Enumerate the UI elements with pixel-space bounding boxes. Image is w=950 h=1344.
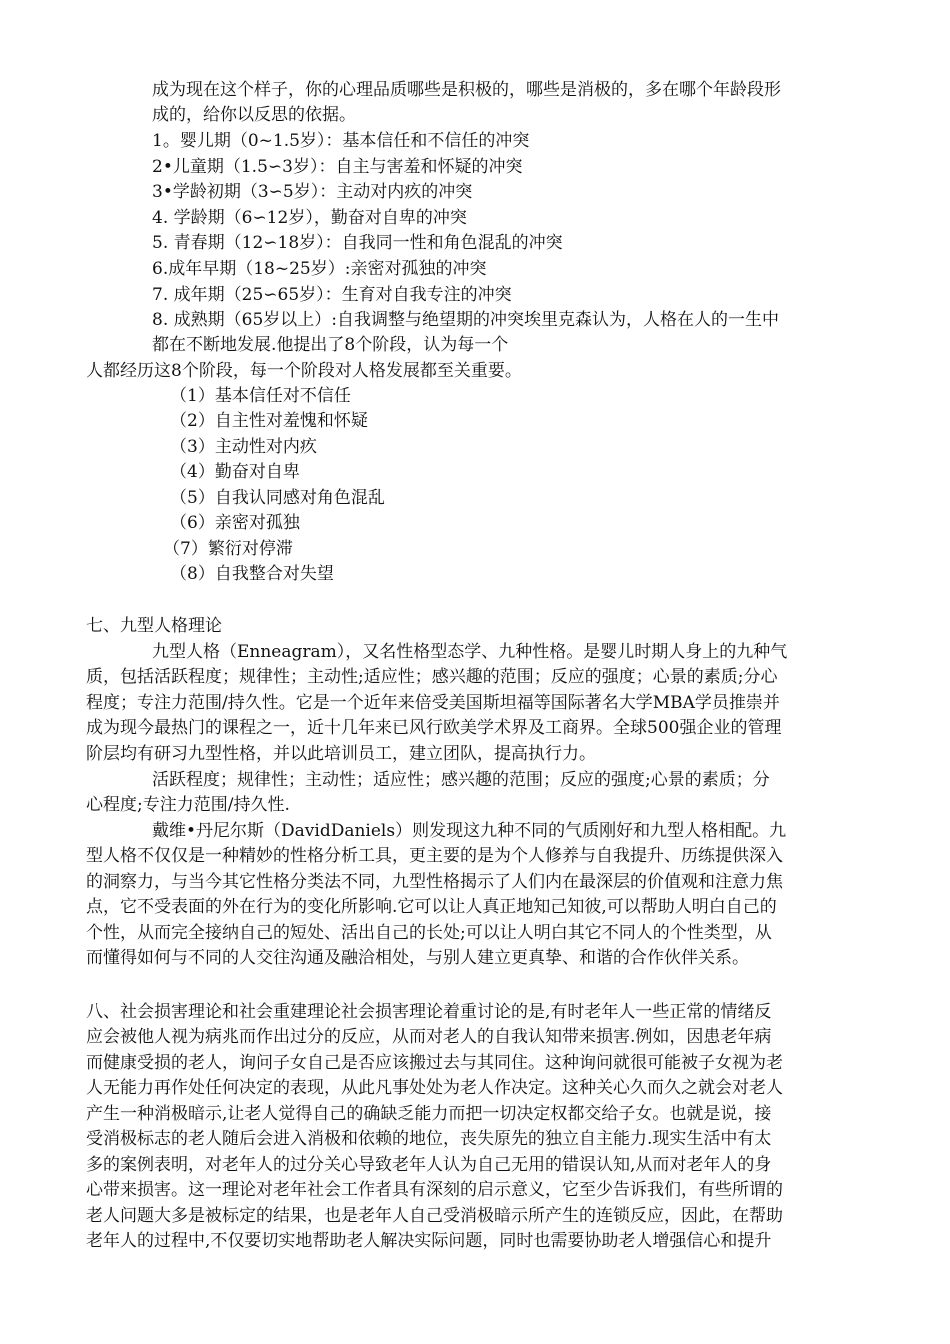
- paragraph-line: 受消极标志的老人随后会进入消极和依赖的地位，丧失原先的独立自主能力.现实生活中有太: [86, 1129, 772, 1149]
- paragraph-line: 心带来损害。这一理论对老年社会工作者具有深刻的启示意义，它至少告诉我们，有些所谓的: [86, 1180, 783, 1200]
- paragraph-line: 活跃程度；规律性；主动性；适应性；感兴趣的范围；反应的强度;心景的素质；分: [152, 770, 770, 790]
- pair-item: （7）繁衍对停滞: [163, 539, 293, 559]
- paragraph-line: 程度；专注力范围/持久性。它是一个近年来倍受美国斯坦福等国际著名大学MBA学员推崇并: [86, 693, 780, 713]
- paragraph-line: 而懂得如何与不同的人交往沟通及融洽相处，与别人建立更真挚、和谐的合作伙伴关系。: [86, 948, 749, 968]
- paragraph-line: 的洞察力，与当今其它性格分类法不同，九型性格揭示了人们内在最深层的价值观和注意力焦: [86, 872, 783, 892]
- paragraph-line: 老人问题大多是被标定的结果，也是老年人自己受消极暗示所产生的连锁反应，因此，在帮助: [86, 1206, 783, 1226]
- paragraph-line: 阶层均有研习九型性格，并以此培训员工，建立团队，提高执行力。: [86, 744, 596, 764]
- stage-item: 8. 成熟期（65岁以上）:自我调整与绝望期的冲突埃里克森认为，人格在人的一生中: [152, 310, 779, 330]
- paragraph-line: 型人格不仅仅是一种精妙的性格分析工具，更主要的是为个人修养与自我提升、历练提供深入: [86, 846, 783, 866]
- stage-item: 1。婴儿期（0~1.5岁）：基本信任和不信任的冲突: [152, 131, 530, 151]
- paragraph-line: 心程度;专注力范围/持久性.: [86, 795, 290, 815]
- stage-item: 7. 成年期（25∽65岁）：生育对自我专注的冲突: [152, 285, 512, 305]
- stage-item: 都在不断地发展.他提出了8个阶段，认为每一个: [152, 335, 509, 355]
- stage-item: 5. 青春期（12∽18岁）：自我同一性和角色混乱的冲突: [152, 233, 563, 253]
- pair-item: （1）基本信任对不信任: [170, 386, 351, 406]
- pair-item: （6）亲密对孤独: [170, 513, 300, 533]
- paragraph-line: 多的案例表明，对老年人的过分关心导致老年人认为自己无用的错误认知,从而对老年人的身: [86, 1155, 772, 1175]
- pair-item: （2）自主性对羞愧和怀疑: [170, 411, 368, 431]
- paragraph-line: 而健康受损的老人，询问子女自己是否应该搬过去与其同住。这种询问就很可能被子女视为老: [86, 1053, 783, 1073]
- paragraph-line: 点，它不受表面的外在行为的变化所影响.它可以让人真正地知己知彼,可以帮助人明白自己的: [86, 897, 777, 917]
- stage-item: 6.成年早期（18~25岁）:亲密对孤独的冲突: [152, 259, 487, 279]
- paragraph-line: 老年人的过程中,不仅要切实地帮助老人解决实际问题，同时也需要协助老人增强信心和提升: [86, 1231, 772, 1251]
- pair-item: （5）自我认同感对角色混乱: [170, 488, 385, 508]
- pair-item: （8）自我整合对失望: [170, 564, 334, 584]
- pair-item: （4）勤奋对自卑: [170, 462, 300, 482]
- paragraph-line: 产生一种消极暗示,让老人觉得自己的确缺乏能力而把一切决定权都交给子女。也就是说，接: [86, 1104, 772, 1124]
- paragraph-line: 九型人格（Enneagram），又名性格型态学、九种性格。是婴儿时期人身上的九种气: [152, 642, 788, 662]
- intro-line: 成为现在这个样子，你的心理品质哪些是积极的，哪些是消极的，多在哪个年龄段形: [152, 80, 781, 100]
- paragraph-line: 个性，从而完全接纳自己的短处、活出自己的长处;可以让人明白其它不同人的个性类型，从: [86, 923, 772, 943]
- intro-line: 成的，给你以反思的依据。: [152, 105, 356, 125]
- paragraph-line: 戴维•丹尼尔斯（DavidDaniels）则发现这九种不同的气质刚好和九型人格相配。九: [152, 821, 787, 841]
- stage-item: 4. 学龄期（6∽12岁），勤奋对自卑的冲突: [152, 208, 467, 228]
- paragraph-line: 八、社会损害理论和社会重建理论社会损害理论着重讨论的是,有时老年人一些正常的情绪反: [86, 1002, 772, 1022]
- paragraph-line: 人无能力再作处任何决定的表现，从此凡事处处为老人作决定。这种关心久而久之就会对老人: [86, 1078, 783, 1098]
- paragraph-line: 成为现今最热门的课程之一，近十几年来已风行欧美学术界及工商界。全球500强企业的管理: [86, 718, 782, 738]
- paragraph-line: 应会被他人视为病兆而作出过分的反应，从而对老人的自我认知带来损害.例如，因患老年病: [86, 1027, 772, 1047]
- section-heading: 七、九型人格理论: [86, 616, 222, 636]
- stage-item: 3•学龄初期（3∽5岁）：主动对内疚的冲突: [152, 182, 473, 202]
- paragraph-line: 质，包括活跃程度；规律性；主动性;适应性；感兴趣的范围；反应的强度；心景的素质;分心: [86, 667, 778, 687]
- stage-item: 2•儿童期（1.5∽3岁）：自主与害羞和怀疑的冲突: [152, 157, 523, 177]
- pair-item: （3）主动性对内疚: [170, 437, 317, 457]
- stage-summary: 人都经历这8个阶段，每一个阶段对人格发展都至关重要。: [86, 361, 522, 381]
